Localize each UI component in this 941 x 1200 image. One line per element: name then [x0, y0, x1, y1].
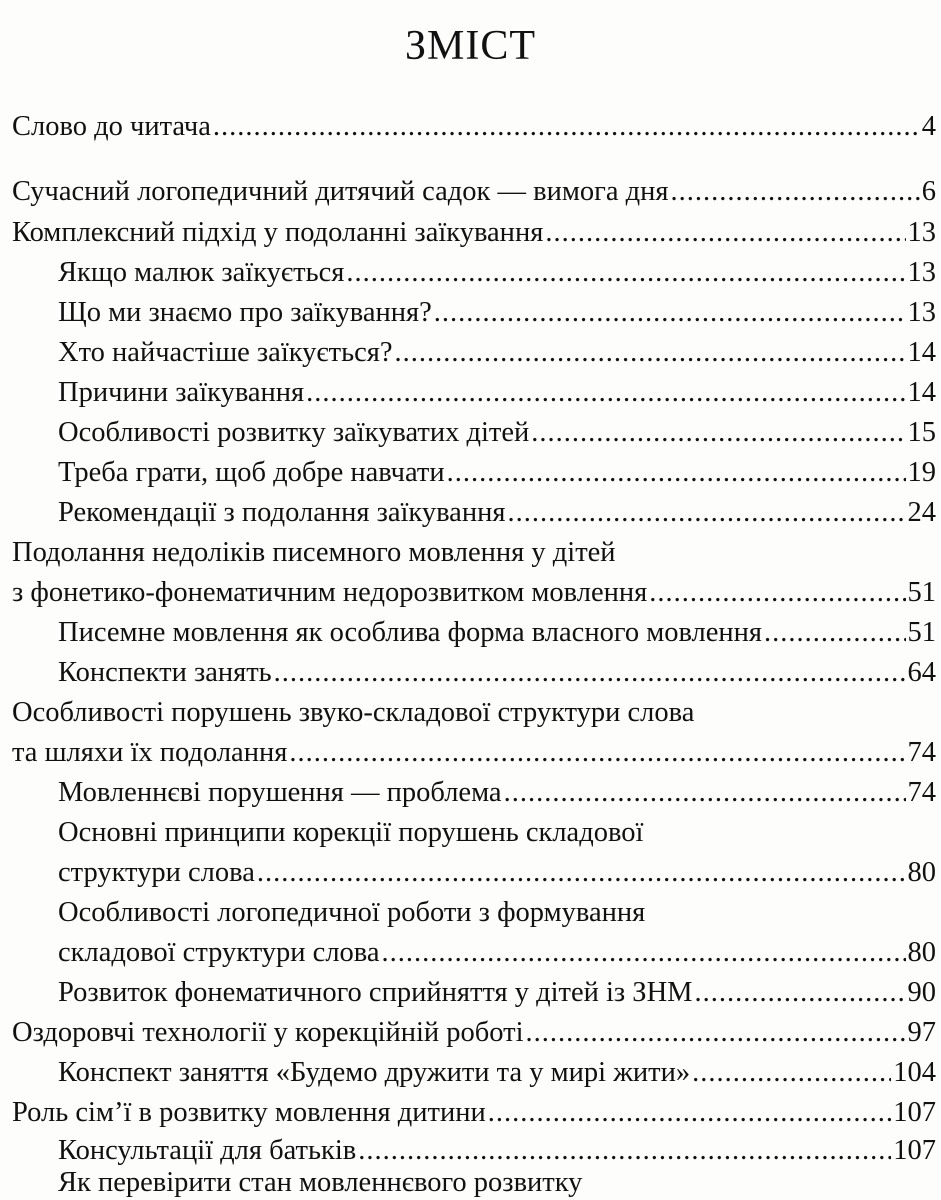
- dot-leader: [526, 1016, 906, 1050]
- toc-page-number: 13: [907, 217, 936, 248]
- dot-leader: [692, 1056, 891, 1090]
- toc-page-number: 51: [907, 577, 936, 608]
- toc-subentry: [58, 656, 936, 690]
- toc-page-number: 4: [921, 111, 936, 142]
- toc-entry-title-line: Особливості логопедичної роботи з формування: [58, 897, 646, 928]
- toc-entry: [12, 696, 936, 770]
- dot-leader: [274, 656, 906, 690]
- dot-leader: [507, 496, 905, 530]
- toc-entry: [12, 216, 936, 250]
- dot-leader: [649, 576, 905, 610]
- toc-entry-title: Рекомендації з подолання заїкування: [58, 497, 506, 528]
- toc-page-number: 74: [907, 777, 936, 808]
- dot-leader: [695, 976, 906, 1010]
- toc-entry-title: з фонетико-фонематичним недорозвитком мовлення: [12, 577, 648, 608]
- dot-leader: [434, 296, 906, 330]
- toc-entry: [12, 110, 936, 144]
- dot-leader: [213, 110, 920, 144]
- toc-entry-title: Треба грати, щоб добре навчати: [58, 457, 445, 488]
- toc-subentry: [58, 416, 936, 450]
- toc-page-number: 24: [907, 497, 936, 528]
- toc-page-number: 15: [907, 417, 936, 448]
- toc-entry-title: Оздоровчі технології у корекційній роботі: [12, 1017, 524, 1048]
- dot-leader: [447, 456, 906, 490]
- toc-subentry: [58, 376, 936, 410]
- dot-leader: [395, 336, 906, 370]
- dot-leader: [531, 416, 905, 450]
- page-title: ЗМІСТ: [404, 23, 537, 69]
- dot-leader: [289, 736, 905, 770]
- toc-page-number: 64: [907, 657, 936, 688]
- toc-entry: [12, 536, 936, 610]
- toc-subentry: [58, 1056, 936, 1090]
- toc-entry-title-line: Особливості порушень звуко-складової структури слова: [12, 697, 695, 728]
- toc-entry-title: Особливості розвитку заїкуватих дітей: [58, 417, 530, 448]
- toc-entry-title-line: Подолання недоліків писемного мовлення у дітей: [12, 537, 616, 568]
- toc-entry-title: Конспект заняття «Будемо дружити та у мирі жити»: [58, 1057, 691, 1088]
- toc-page-number: 19: [907, 457, 936, 488]
- toc-subentry: [58, 256, 936, 290]
- toc-entry-title: Причини заїкування: [58, 377, 305, 408]
- toc-page-number: 14: [907, 377, 936, 408]
- toc-entry-title: та шляхи їх подолання: [12, 737, 288, 768]
- toc-subentry: [58, 816, 936, 890]
- toc-entry-title-line: Як перевірити стан мовленнєвого розвитку: [58, 1167, 583, 1198]
- dot-leader: [764, 616, 905, 650]
- toc-page-number: 6: [921, 176, 936, 207]
- toc-page-number: 51: [907, 617, 936, 648]
- toc-entry-title: структури слова: [58, 857, 255, 888]
- dot-leader: [504, 776, 906, 810]
- dot-leader: [257, 856, 906, 890]
- toc-page-number: 97: [907, 1017, 936, 1048]
- toc-entry-title: Хто найчастіше заїкується?: [58, 337, 393, 368]
- toc-entry-title: Якщо малюк заїкується: [58, 257, 345, 288]
- toc-subentry: [58, 776, 936, 810]
- toc-page-number: 80: [907, 857, 936, 888]
- toc-entry-title: Мовленнєві порушення — проблема: [58, 777, 502, 808]
- toc-entry-title: Роль сім’ї в розвитку мовлення дитини: [12, 1097, 486, 1128]
- toc-subentry: [58, 616, 936, 650]
- toc-page-number: 104: [893, 1057, 936, 1088]
- toc-page-number: 14: [907, 337, 936, 368]
- toc-page-number: 107: [893, 1097, 936, 1128]
- toc-subentry: [58, 1166, 936, 1200]
- toc-entry: [12, 1016, 936, 1050]
- toc-subentry: [58, 1134, 936, 1168]
- dot-leader: [670, 175, 919, 209]
- dot-leader: [545, 216, 905, 250]
- toc-entry-title: Консультації для батьків: [58, 1135, 357, 1166]
- toc-subentry: [58, 976, 936, 1010]
- dot-leader: [358, 1134, 891, 1168]
- toc-subentry: [58, 456, 936, 490]
- toc-entry-title-line: Основні принципи корекції порушень складової: [58, 817, 644, 848]
- toc-entry: [12, 1096, 936, 1130]
- toc-entry-title: Що ми знаємо про заїкування?: [58, 297, 432, 328]
- toc-page-number: 74: [907, 737, 936, 768]
- toc-page-number: 13: [907, 297, 936, 328]
- toc-page-number: 13: [907, 257, 936, 288]
- dot-leader: [346, 256, 905, 290]
- dot-leader: [488, 1096, 891, 1130]
- toc-subentry: [58, 896, 936, 970]
- toc-subentry: [58, 296, 936, 330]
- toc-page-number: 107: [893, 1135, 936, 1166]
- toc-entry-title: Писемне мовлення як особлива форма власного мовлення: [58, 617, 763, 648]
- toc-entry: [12, 175, 936, 209]
- toc-entry-title: Комплексний підхід у подоланні заїкування: [12, 217, 544, 248]
- dot-leader: [382, 936, 906, 970]
- toc-entry-title: складової структури слова: [58, 937, 380, 968]
- toc-entry-title: Сучасний логопедичний дитячий садок — вимога дня: [12, 176, 669, 207]
- dot-leader: [306, 376, 905, 410]
- toc-entry-title: Розвиток фонематичного сприйняття у дітей із ЗНМ: [58, 977, 693, 1008]
- toc-page-number: 90: [907, 977, 936, 1008]
- toc-page-number: 80: [907, 937, 936, 968]
- toc-subentry: [58, 336, 936, 370]
- toc-subentry: [58, 496, 936, 530]
- toc-entry-title: Конспекти занять: [58, 657, 272, 688]
- toc-entry-title: Слово до читача: [12, 111, 211, 142]
